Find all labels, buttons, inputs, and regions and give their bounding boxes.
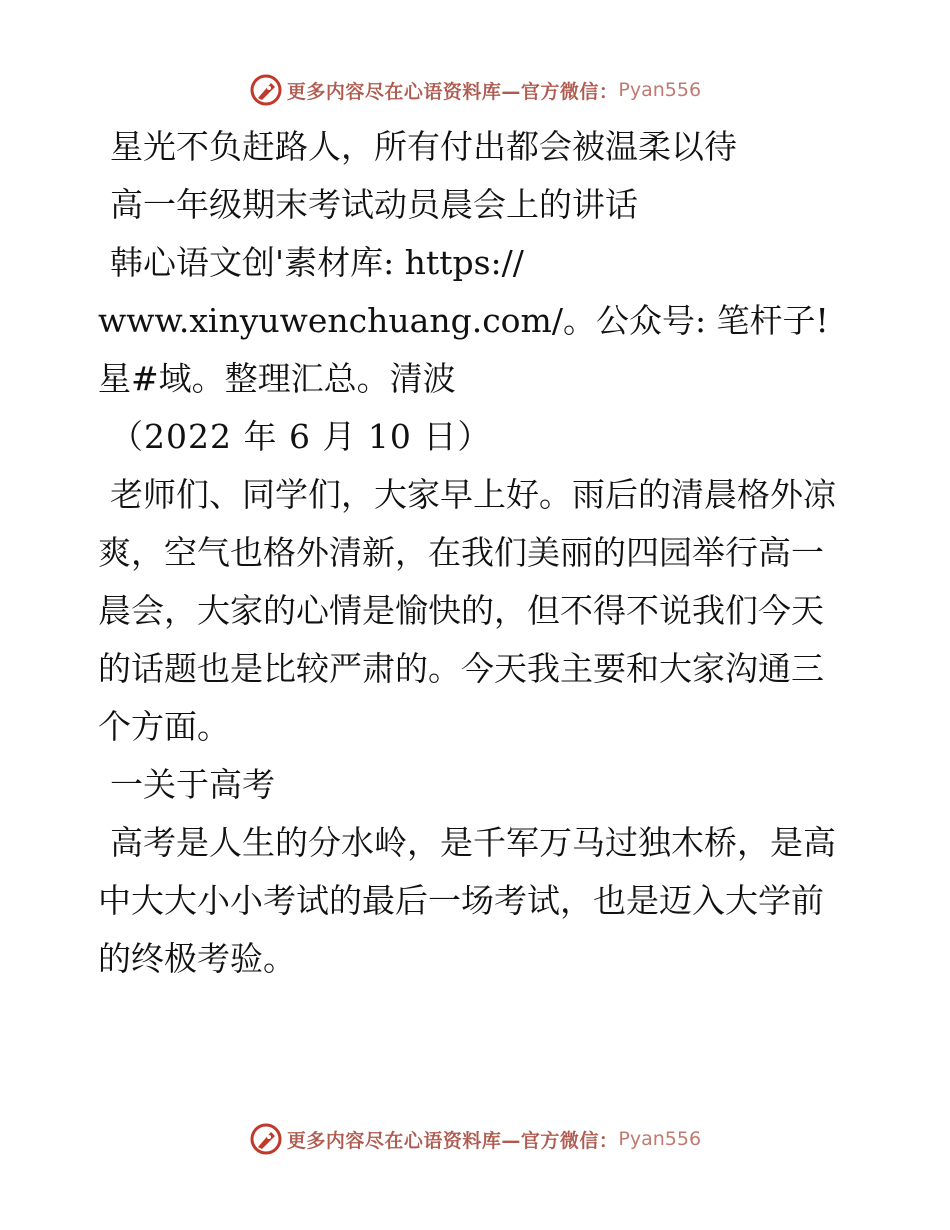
source-line-2: www.xinyuwenchuang.com/。公众号: 笔杆子! 星#域。整理汇总。清波 bbox=[98, 301, 829, 398]
paragraph-1: 老师们、同学们，大家早上好。雨后的清晨格外凉爽，空气也格外清新，在我们美丽的四园举行高一晨会，大家的心情是愉快的，但不得不说我们今天的话题也是比较严肃的。今天我主要和大家沟通三个方面。 bbox=[98, 475, 836, 746]
document-date: （2022 年 6 月 10 日） bbox=[110, 417, 492, 456]
footer-banner bbox=[0, 1117, 950, 1161]
section-1-heading: 一关于高考 bbox=[110, 765, 275, 804]
paragraph-2: 高考是人生的分水岭，是千军万马过独木桥，是高中大大小小考试的最后一场考试，也是迈入大学前的终极考验。 bbox=[98, 823, 836, 978]
document-body bbox=[98, 118, 850, 988]
header-banner-wechat-id: Pyan556 bbox=[618, 79, 702, 101]
pen-nib-logo-icon bbox=[249, 73, 283, 107]
pen-nib-logo-icon bbox=[249, 1122, 283, 1156]
header-banner bbox=[0, 68, 950, 112]
source-line-1: 韩心语文创'素材库: https:// bbox=[110, 243, 524, 282]
document-title: 星光不负赶路人，所有付出都会被温柔以待 bbox=[110, 127, 737, 166]
footer-banner-wechat-id: Pyan556 bbox=[618, 1128, 702, 1150]
header-banner-text: 更多内容尽在心语资料库—官方微信： bbox=[286, 80, 619, 103]
footer-banner-text: 更多内容尽在心语资料库—官方微信： bbox=[286, 1129, 619, 1152]
document-subtitle: 高一年级期末考试动员晨会上的讲话 bbox=[110, 185, 638, 224]
